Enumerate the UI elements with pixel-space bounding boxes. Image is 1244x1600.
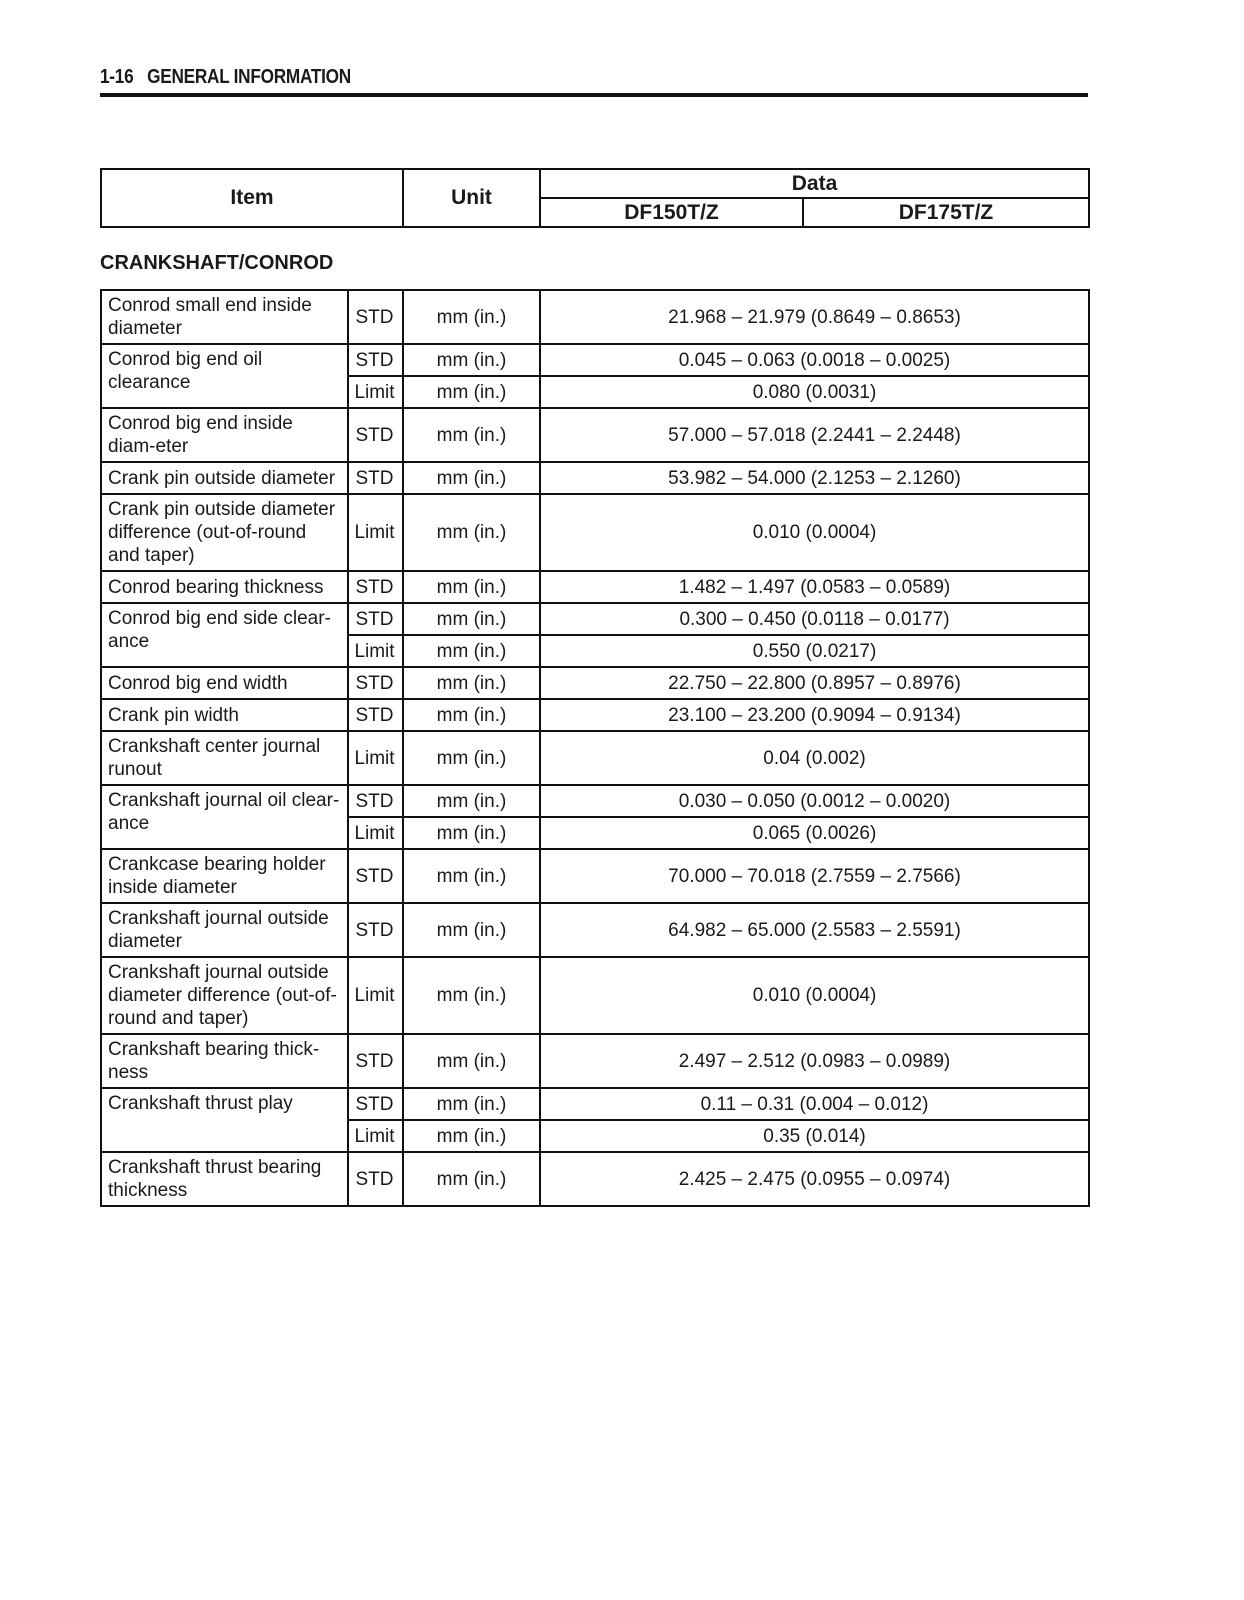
table-row <box>101 903 1089 957</box>
spec-class: STD <box>348 903 403 957</box>
table-row <box>101 957 1089 1034</box>
header-rule <box>100 93 1088 97</box>
spec-class: STD <box>348 408 403 462</box>
header-model-df150: DF150T/Z <box>540 198 803 227</box>
unit-cell: mm (in.) <box>403 290 540 344</box>
unit-cell: mm (in.) <box>403 603 540 635</box>
spec-class: STD <box>348 462 403 494</box>
table-row <box>101 408 1089 462</box>
spec-value: 1.482 – 1.497 (0.0583 – 0.0589) <box>540 571 1089 603</box>
table-row <box>101 731 1089 785</box>
spec-value: 0.11 – 0.31 (0.004 – 0.012) <box>540 1088 1089 1120</box>
spec-value: 0.010 (0.0004) <box>540 494 1089 571</box>
spec-class: STD <box>348 785 403 817</box>
spec-value: 0.045 – 0.063 (0.0018 – 0.0025) <box>540 344 1089 376</box>
item-name: Conrod big end width <box>101 667 348 699</box>
item-name: Crankshaft journal oil clear-ance <box>101 785 348 849</box>
unit-cell: mm (in.) <box>403 699 540 731</box>
unit-cell: mm (in.) <box>403 344 540 376</box>
page-number: 1-16 <box>100 66 134 88</box>
item-name: Crank pin width <box>101 699 348 731</box>
item-name: Conrod bearing thickness <box>101 571 348 603</box>
spec-class: Limit <box>348 731 403 785</box>
unit-cell: mm (in.) <box>403 376 540 408</box>
table-row <box>101 1034 1089 1088</box>
unit-cell: mm (in.) <box>403 408 540 462</box>
table-row <box>101 290 1089 344</box>
spec-class: Limit <box>348 1120 403 1152</box>
chapter-title: GENERAL INFORMATION <box>147 66 351 88</box>
column-header-table <box>100 168 1090 228</box>
table-row <box>101 571 1089 603</box>
spec-class: Limit <box>348 957 403 1034</box>
unit-cell: mm (in.) <box>403 462 540 494</box>
unit-cell: mm (in.) <box>403 903 540 957</box>
item-name: Crankshaft thrust play <box>101 1088 348 1152</box>
spec-class: STD <box>348 699 403 731</box>
spec-value: 21.968 – 21.979 (0.8649 – 0.8653) <box>540 290 1089 344</box>
unit-cell: mm (in.) <box>403 571 540 603</box>
spec-value: 0.065 (0.0026) <box>540 817 1089 849</box>
header-model-df175: DF175T/Z <box>803 198 1089 227</box>
spec-class: Limit <box>348 635 403 667</box>
unit-cell: mm (in.) <box>403 494 540 571</box>
spec-class: STD <box>348 603 403 635</box>
item-name: Crankshaft journal outside diameter <box>101 903 348 957</box>
unit-cell: mm (in.) <box>403 817 540 849</box>
unit-cell: mm (in.) <box>403 1152 540 1206</box>
spec-value: 0.080 (0.0031) <box>540 376 1089 408</box>
spec-class: Limit <box>348 494 403 571</box>
unit-cell: mm (in.) <box>403 1088 540 1120</box>
spec-value: 64.982 – 65.000 (2.5583 – 2.5591) <box>540 903 1089 957</box>
header-item: Item <box>101 169 403 227</box>
header-unit: Unit <box>403 169 540 227</box>
spec-value: 2.497 – 2.512 (0.0983 – 0.0989) <box>540 1034 1089 1088</box>
unit-cell: mm (in.) <box>403 785 540 817</box>
spec-value: 22.750 – 22.800 (0.8957 – 0.8976) <box>540 667 1089 699</box>
header-data: Data <box>540 169 1089 198</box>
spec-value: 53.982 – 54.000 (2.1253 – 2.1260) <box>540 462 1089 494</box>
spec-class: STD <box>348 344 403 376</box>
item-name: Conrod big end oil clearance <box>101 344 348 408</box>
page-header <box>100 66 950 89</box>
spec-class: STD <box>348 571 403 603</box>
unit-cell: mm (in.) <box>403 957 540 1034</box>
spec-value: 0.550 (0.0217) <box>540 635 1089 667</box>
spec-value: 57.000 – 57.018 (2.2441 – 2.2448) <box>540 408 1089 462</box>
spec-table-body <box>101 290 1089 1206</box>
item-name: Crank pin outside diameter difference (out-of-round and taper) <box>101 494 348 571</box>
unit-cell: mm (in.) <box>403 635 540 667</box>
section-title: CRANKSHAFT/CONROD <box>100 252 334 274</box>
item-name: Conrod big end side clear-ance <box>101 603 348 667</box>
item-name: Crankshaft center journal runout <box>101 731 348 785</box>
spec-table <box>100 289 1090 1207</box>
spec-value: 0.35 (0.014) <box>540 1120 1089 1152</box>
spec-value: 0.030 – 0.050 (0.0012 – 0.0020) <box>540 785 1089 817</box>
unit-cell: mm (in.) <box>403 731 540 785</box>
item-name: Crank pin outside diameter <box>101 462 348 494</box>
table-row <box>101 1152 1089 1206</box>
spec-class: STD <box>348 1088 403 1120</box>
spec-value: 0.010 (0.0004) <box>540 957 1089 1034</box>
spec-class: STD <box>348 667 403 699</box>
unit-cell: mm (in.) <box>403 667 540 699</box>
table-row <box>101 785 1089 817</box>
spec-class: Limit <box>348 817 403 849</box>
table-row <box>101 1088 1089 1120</box>
item-name: Crankshaft thrust bearing thickness <box>101 1152 348 1206</box>
spec-class: Limit <box>348 376 403 408</box>
spec-value: 0.300 – 0.450 (0.0118 – 0.0177) <box>540 603 1089 635</box>
table-row <box>101 667 1089 699</box>
item-name: Crankshaft bearing thick-ness <box>101 1034 348 1088</box>
spec-value: 70.000 – 70.018 (2.7559 – 2.7566) <box>540 849 1089 903</box>
spec-class: STD <box>348 849 403 903</box>
item-name: Crankcase bearing holder inside diameter <box>101 849 348 903</box>
spec-value: 2.425 – 2.475 (0.0955 – 0.0974) <box>540 1152 1089 1206</box>
spec-class: STD <box>348 290 403 344</box>
table-row <box>101 603 1089 635</box>
unit-cell: mm (in.) <box>403 1034 540 1088</box>
spec-class: STD <box>348 1152 403 1206</box>
item-name: Conrod big end inside diam-eter <box>101 408 348 462</box>
table-row <box>101 462 1089 494</box>
table-row <box>101 849 1089 903</box>
item-name: Conrod small end inside diameter <box>101 290 348 344</box>
table-row <box>101 344 1089 376</box>
unit-cell: mm (in.) <box>403 849 540 903</box>
spec-value: 23.100 – 23.200 (0.9094 – 0.9134) <box>540 699 1089 731</box>
table-row <box>101 494 1089 571</box>
spec-class: STD <box>348 1034 403 1088</box>
unit-cell: mm (in.) <box>403 1120 540 1152</box>
item-name: Crankshaft journal outside diameter difference (out-of-round and taper) <box>101 957 348 1034</box>
table-row <box>101 699 1089 731</box>
spec-value: 0.04 (0.002) <box>540 731 1089 785</box>
